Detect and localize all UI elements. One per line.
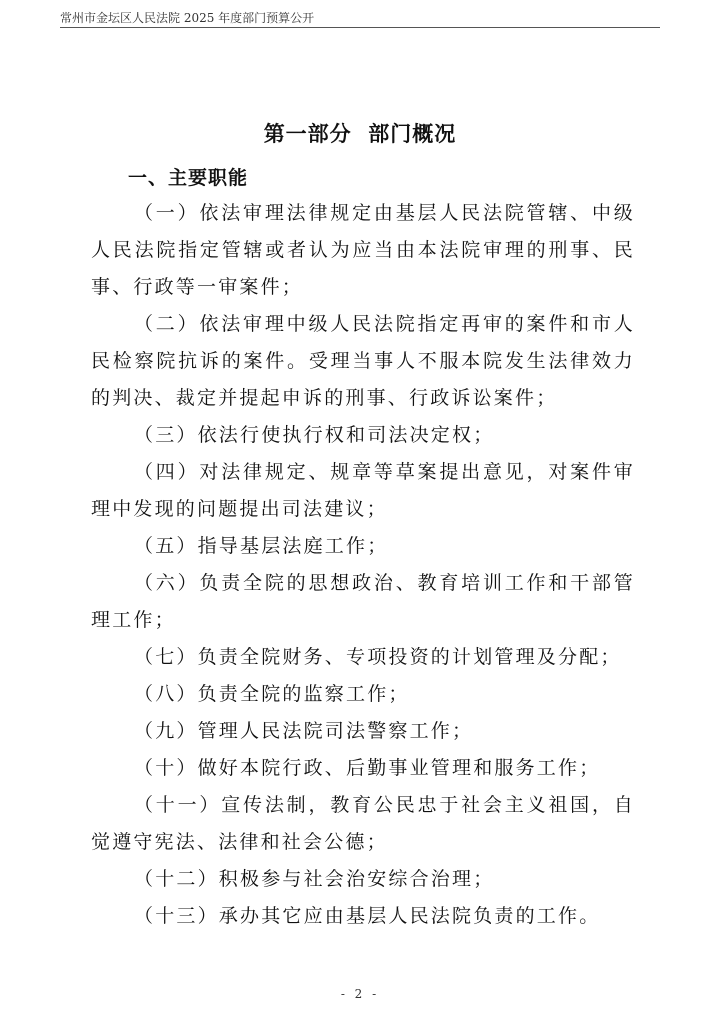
list-item: （十一）宣传法制，教育公民忠于社会主义祖国，自觉遵守宪法、法律和社会公德； bbox=[91, 794, 635, 853]
list-item: （三）依法行使执行权和司法决定权； bbox=[134, 424, 495, 446]
list-item: （五）指导基层法庭工作； bbox=[134, 535, 389, 557]
running-header bbox=[60, 8, 660, 28]
section-heading: 一、主要职能 bbox=[128, 167, 249, 189]
page-title: 第一部分 部门概况 bbox=[263, 122, 457, 146]
duties-list bbox=[91, 195, 635, 935]
list-item: （二）依法审理中级人民法院指定再审的案件和市人民检察院抗诉的案件。受理当事人不服本院发生法律效力的判决、裁定并提起申诉的刑事、行政诉讼案件； bbox=[91, 313, 635, 409]
list-item: （六）负责全院的思想政治、教育培训工作和干部管理工作； bbox=[91, 572, 635, 631]
list-item: （十）做好本院行政、后勤事业管理和服务工作； bbox=[134, 757, 601, 779]
list-item: （十三）承办其它应由基层人民法院负责的工作。 bbox=[134, 905, 601, 927]
list-item: （八）负责全院的监察工作； bbox=[134, 683, 410, 705]
list-item: （七）负责全院财务、专项投资的计划管理及分配； bbox=[134, 646, 622, 668]
list-item: （九）管理人民法院司法警察工作； bbox=[134, 720, 474, 742]
header-text: 常州市金坛区人民法院 2025 年度部门预算公开 bbox=[60, 11, 315, 25]
list-item: （一）依法审理法律规定由基层人民法院管辖、中级人民法院指定管辖或者认为应当由本法院审理的刑事、民事、行政等一审案件； bbox=[91, 202, 635, 298]
list-item: （四）对法律规定、规章等草案提出意见，对案件审理中发现的问题提出司法建议； bbox=[91, 461, 635, 520]
list-item: （十二）积极参与社会治安综合治理； bbox=[134, 868, 495, 890]
page-number: - 2 - bbox=[340, 987, 380, 1001]
